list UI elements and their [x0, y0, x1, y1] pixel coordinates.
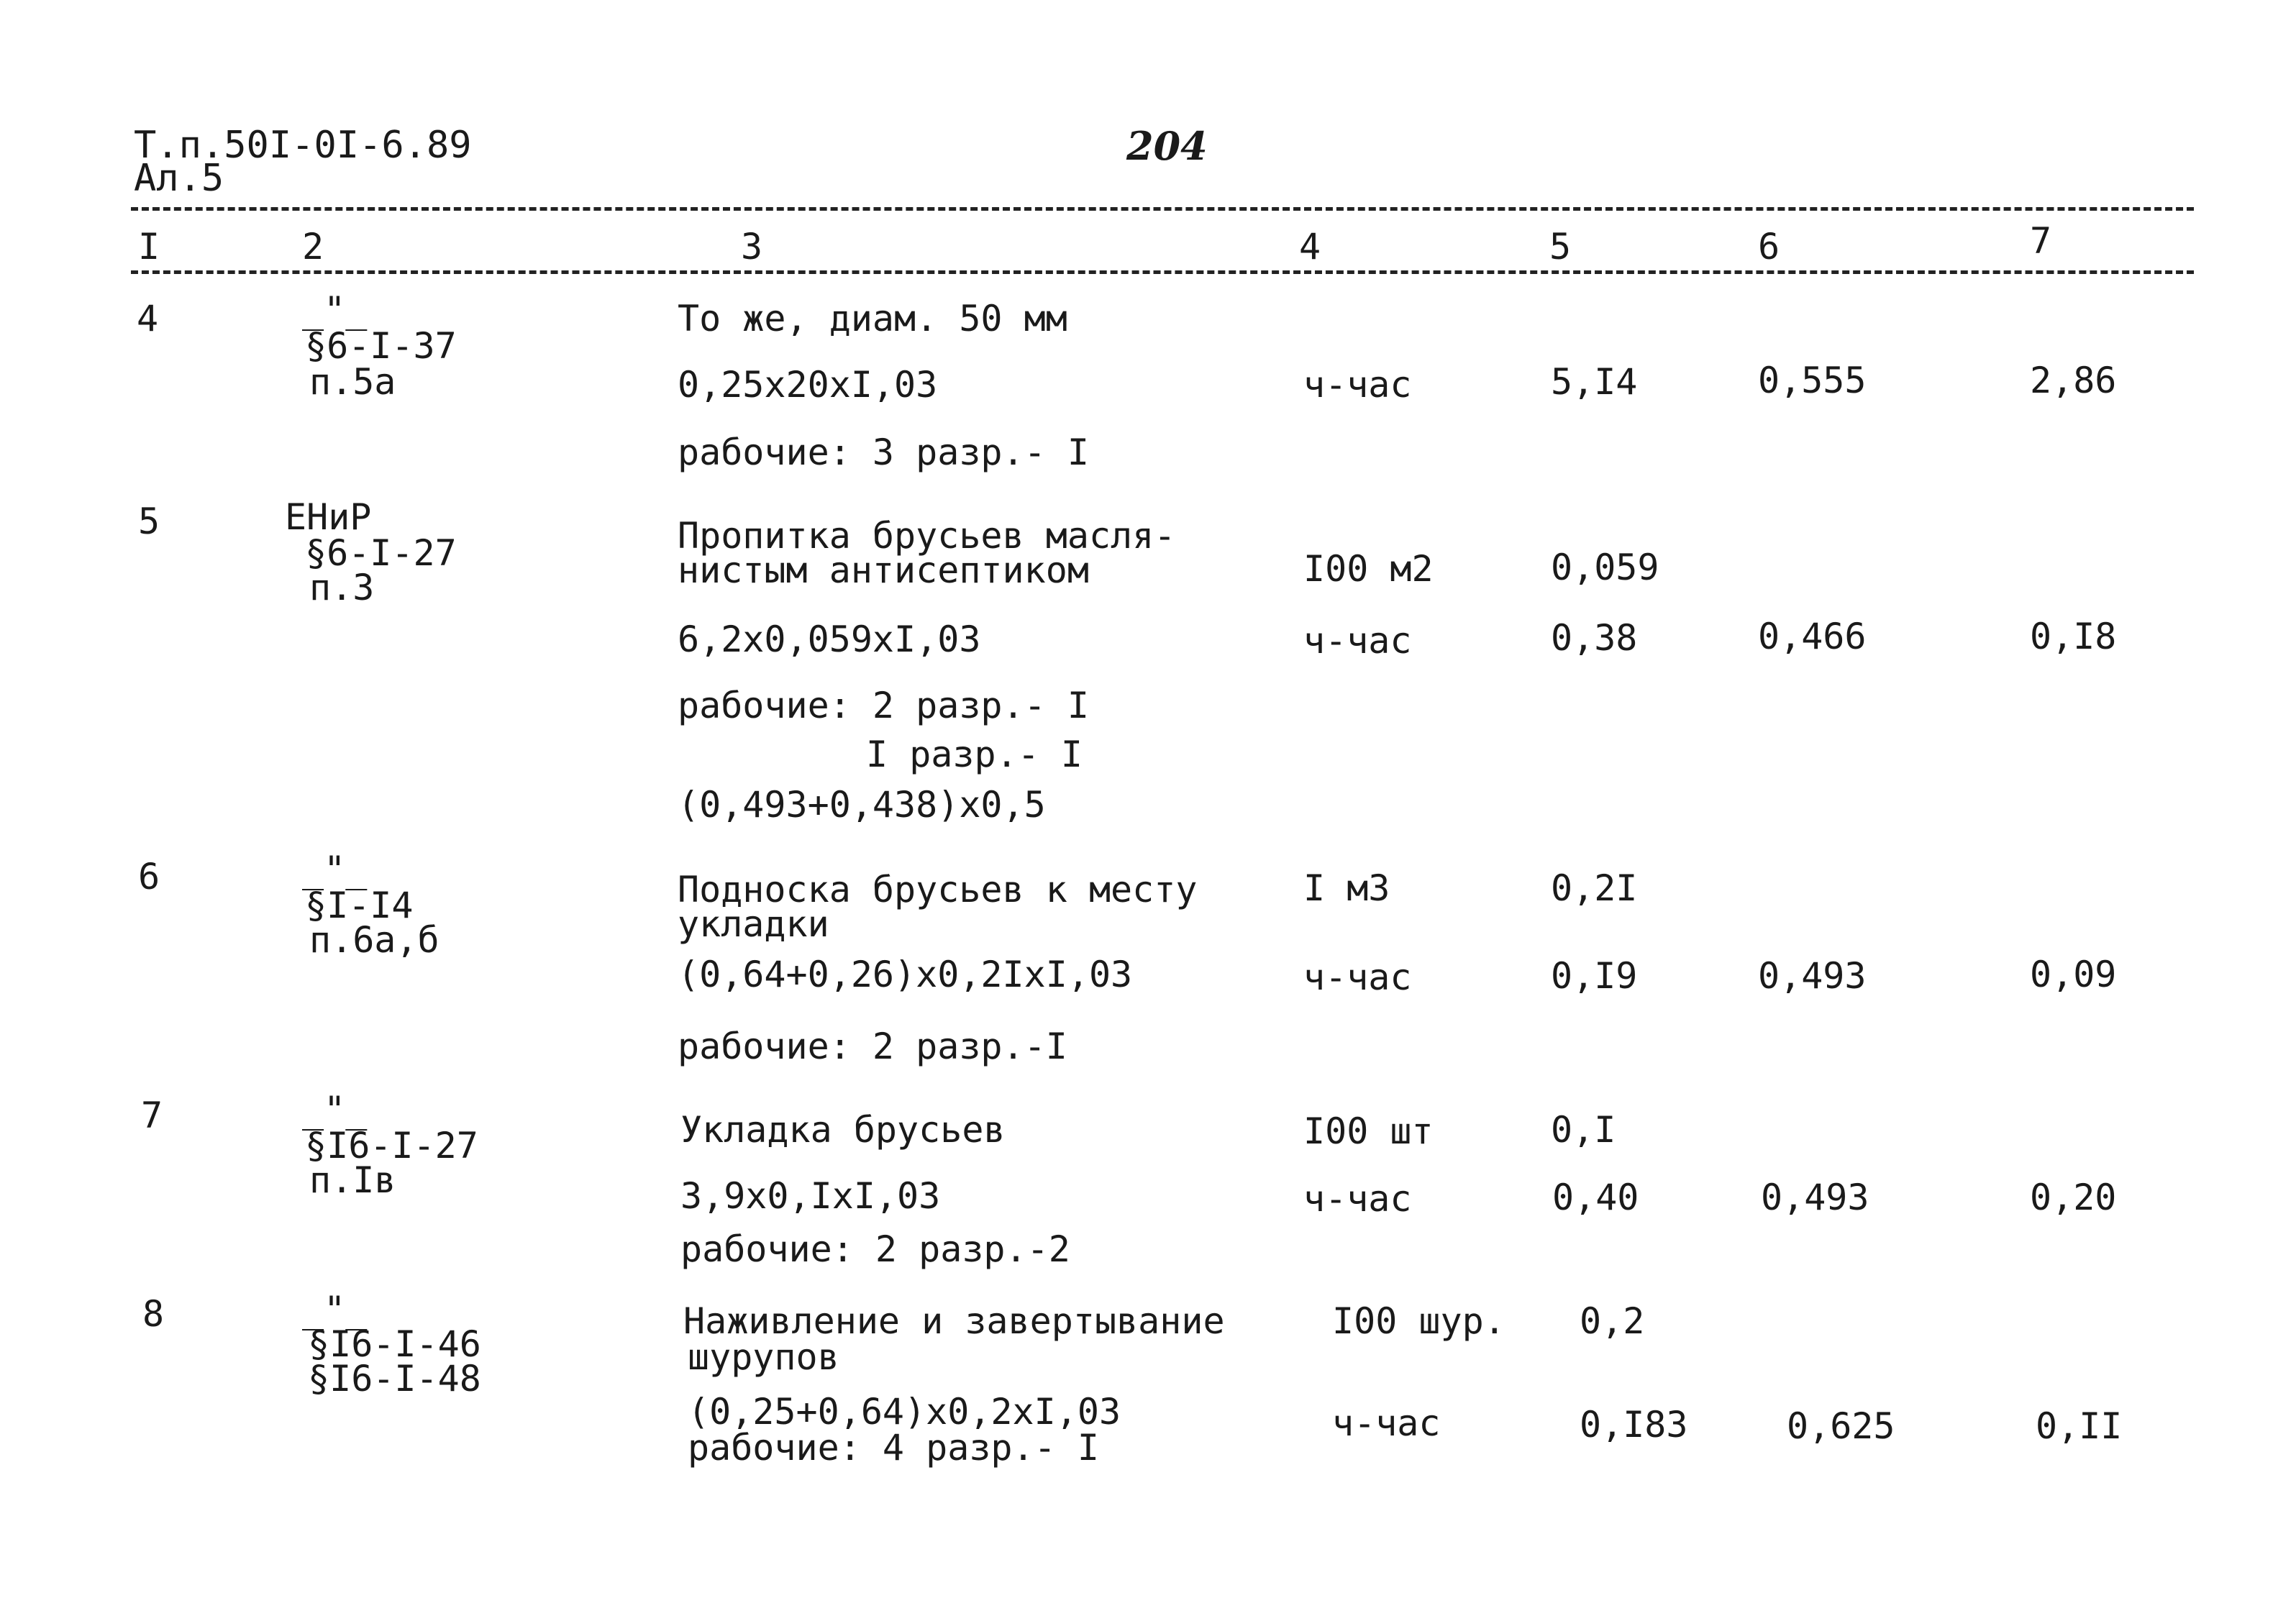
album-label: Ал.5 — [134, 157, 224, 200]
unit: ч-час — [1303, 364, 1412, 406]
page-number: 204 — [1126, 123, 1208, 169]
norm-ref-line: §6-I-37 — [305, 325, 457, 367]
quantity: 0,40 — [1552, 1177, 1639, 1218]
workers: рабочие: 2 разр.-2 — [680, 1228, 1070, 1270]
quantity: 0,38 — [1551, 617, 1638, 659]
norm-ref-line: §I6-I-46 — [308, 1323, 481, 1365]
norm-ref-line: _"_ — [302, 849, 368, 890]
rate: 0,466 — [1758, 616, 1867, 657]
calc-formula: (0,64+0,26)x0,2IxI,03 — [678, 954, 1133, 995]
unit: I00 шур. — [1332, 1300, 1505, 1342]
norm-ref-line: п.3 — [309, 567, 375, 608]
unit: ч-час — [1303, 1178, 1412, 1220]
unit: ч-час — [1332, 1402, 1441, 1444]
norm-ref-line: _"_ — [302, 289, 368, 331]
work-description-line: шурупов — [688, 1336, 839, 1378]
norm-ref-line: п.5а — [309, 361, 396, 403]
norm-ref-line: _"_ — [302, 1089, 368, 1131]
unit: I00 шт — [1303, 1110, 1434, 1152]
calc-formula: 0,25x20xI,03 — [678, 364, 938, 406]
calc-formula: 6,2x0,059xI,03 — [678, 618, 981, 660]
rate: 0,493 — [1761, 1177, 1869, 1218]
work-description-line: Наживление и завертывание — [683, 1300, 1225, 1342]
quantity: 0,2 — [1580, 1300, 1645, 1342]
norm-ref-line: §I-I4 — [305, 885, 414, 926]
unit: I00 м2 — [1303, 548, 1434, 590]
work-description-line: нистым антисептиком — [678, 549, 1089, 591]
calc-formula: (0,493+0,438)x0,5 — [678, 784, 1046, 826]
quantity: 0,059 — [1551, 547, 1659, 588]
unit: I м3 — [1303, 867, 1390, 909]
column-header: 2 — [302, 226, 324, 268]
workers: рабочие: 3 разр.- I — [678, 432, 1089, 473]
column-header: 6 — [1758, 226, 1780, 268]
rate: 0,625 — [1787, 1405, 1895, 1447]
workers: рабочие: 2 разр.-I — [678, 1026, 1067, 1067]
column-header: I — [138, 226, 160, 268]
row-number: 4 — [137, 298, 159, 339]
work-description-line: Пропитка брусьев масля- — [678, 515, 1176, 557]
norm-ref-line: §I6-I-27 — [305, 1125, 478, 1167]
workers: рабочие: 2 разр.- I — [678, 685, 1089, 726]
norm-ref-line: ЕНиР — [285, 496, 372, 538]
quantity: 0,I83 — [1580, 1404, 1688, 1446]
rate: 0,493 — [1758, 955, 1867, 997]
workers: рабочие: 4 разр.- I — [688, 1427, 1099, 1469]
work-description: Укладка брусьев — [680, 1109, 1006, 1151]
total: 0,II — [2036, 1405, 2123, 1447]
work-description: То же, диам. 50 мм — [678, 298, 1067, 339]
column-header: 7 — [2030, 220, 2052, 262]
work-description-line: Подноска брусьев к месту — [678, 869, 1198, 910]
row-number: 8 — [142, 1293, 165, 1335]
total: 2,86 — [2030, 360, 2117, 401]
header-bottom-rule — [131, 270, 2194, 274]
document-code: Т.п.50I-0I-6.89 — [134, 124, 472, 167]
row-number: 5 — [138, 501, 160, 542]
unit: ч-час — [1303, 620, 1412, 662]
quantity: 0,I9 — [1551, 955, 1638, 997]
column-header: 3 — [741, 226, 763, 268]
column-header: 5 — [1549, 226, 1572, 268]
quantity: 5,I4 — [1551, 361, 1638, 403]
total: 0,20 — [2030, 1177, 2117, 1218]
quantity: 0,2I — [1551, 867, 1638, 909]
norm-ref-line: §6-I-27 — [305, 532, 457, 574]
total: 0,09 — [2030, 954, 2117, 995]
total: 0,I8 — [2030, 616, 2117, 657]
row-number: 6 — [138, 856, 160, 898]
column-header: 4 — [1299, 226, 1321, 268]
header-top-rule — [131, 207, 2194, 211]
norm-ref-line: п.Iв — [309, 1159, 396, 1201]
unit: ч-час — [1303, 957, 1412, 998]
norm-ref-line: §I6-I-48 — [308, 1358, 481, 1400]
norm-ref-line: _"_ — [302, 1289, 368, 1330]
calc-formula: 3,9x0,IxI,03 — [680, 1175, 941, 1217]
rate: 0,555 — [1758, 360, 1867, 401]
work-description-line: укладки — [678, 903, 829, 945]
norm-ref-line: п.6а,б — [309, 919, 439, 961]
row-number: 7 — [141, 1095, 163, 1136]
calc-formula: (0,25+0,64)x0,2xI,03 — [688, 1391, 1121, 1433]
quantity: 0,I — [1551, 1109, 1616, 1151]
workers: I разр.- I — [866, 734, 1083, 775]
